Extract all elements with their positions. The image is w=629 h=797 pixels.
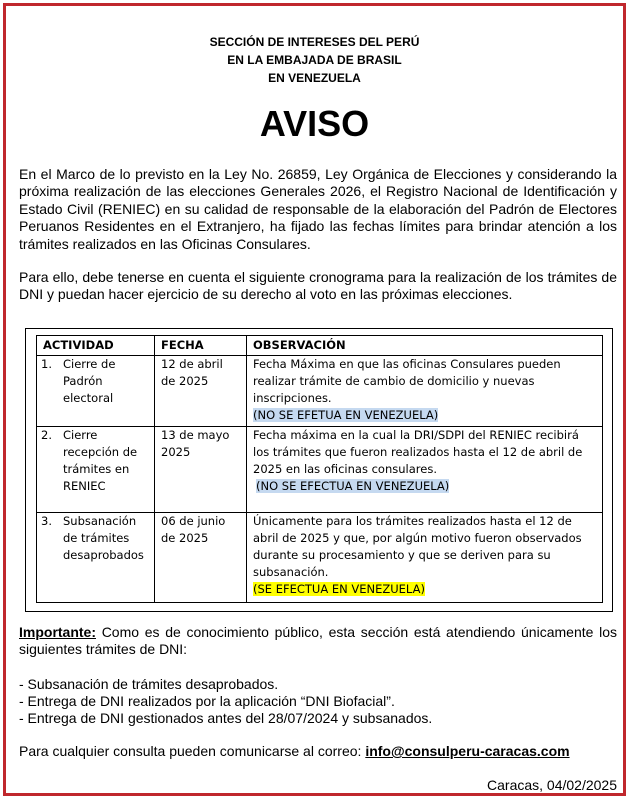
header-observation: OBSERVACIÓN <box>247 336 603 356</box>
schedule-table-frame <box>25 328 613 612</box>
activity-cell <box>37 356 155 427</box>
observation-cell <box>247 427 603 513</box>
contact-line <box>19 743 570 760</box>
header-line-3: EN VENEZUELA <box>268 71 361 85</box>
important-paragraph <box>19 624 617 659</box>
page-title: AVISO <box>259 103 370 144</box>
list-item: - Entrega de DNI gestionados antes del 28/07/2024 y subsanados. <box>19 710 433 726</box>
schedule-table <box>36 335 603 603</box>
activity-label: Cierre recepción de trámites en RENIEC <box>63 428 138 493</box>
activity-number: 1. <box>41 357 52 371</box>
date-cell: 06 de junio de 2025 <box>155 513 247 603</box>
header-date: FECHA <box>155 336 247 356</box>
intro-paragraph: En el Marco de lo previsto en la Ley No. 26859, Ley Orgánica de Elecciones y considerando la próxima realización de las elecciones Generales 2026, el Registro Nacional de Identificación y Estado Civil (RENIEC) en su calidad de responsable de la elaboración del Padrón de Electores Peruanos Residentes en el Extranjero, ha fijado las fechas límites para brindar atención a los trámites realizados en las Oficinas Consulares. <box>19 166 617 252</box>
list-item: - Entrega de DNI realizados por la aplicación “DNI Biofacial”. <box>19 693 395 709</box>
date-line: Caracas, 04/02/2025 <box>487 777 617 793</box>
header-line-1: SECCIÓN DE INTERESES DEL PERÚ <box>209 35 420 49</box>
important-text: Como es de conocimiento público, esta sección está atendiendo únicamente los siguientes trámites de DNI: <box>19 624 617 658</box>
date-cell: 12 de abril de 2025 <box>155 356 247 427</box>
observation-text: Fecha Máxima en que las oficinas Consulares pueden realizar trámite de cambio de domicilio y nuevas inscripciones. <box>253 357 561 405</box>
observation-text: Fecha máxima en la cual la DRI/SDPI del RENIEC recibirá los trámites que fueron realizados hasta el 12 de abril de 2025 en las oficinas consulares. <box>253 428 583 476</box>
activity-number: 2. <box>41 428 52 442</box>
list-item: - Subsanación de trámites desaprobados. <box>19 676 279 692</box>
important-label: Importante: <box>19 624 96 640</box>
date-cell: 13 de mayo 2025 <box>155 427 247 513</box>
observation-note: (NO SE EFETUA EN VENEZUELA) <box>253 408 439 422</box>
activity-cell <box>37 427 155 513</box>
table-header-row <box>37 336 603 356</box>
header-activity: ACTIVIDAD <box>37 336 155 356</box>
table-row <box>37 427 603 513</box>
header-line-2: EN LA EMBAJADA DE BRASIL <box>227 53 402 67</box>
table-row <box>37 356 603 427</box>
observation-note: (SE EFECTUA EN VENEZUELA) <box>253 582 425 596</box>
contact-text: Para cualquier consulta pueden comunicarse al correo: <box>19 743 366 759</box>
schedule-paragraph: Para ello, debe tenerse en cuenta el siguiente cronograma para la realización de los trámites de DNI y puedan hacer ejercicio de su derecho al voto en las próximas elecciones. <box>19 269 617 303</box>
contact-email-link[interactable]: info@consulperu-caracas.com <box>365 743 570 759</box>
notice-document <box>3 3 626 796</box>
observation-cell <box>247 513 603 603</box>
activity-number: 3. <box>41 514 52 528</box>
activity-label: Subsanación de trámites desaprobados <box>63 514 144 562</box>
activity-label: Cierre de Padrón electoral <box>63 357 116 405</box>
activity-cell <box>37 513 155 603</box>
table-row <box>37 513 603 603</box>
observation-cell <box>247 356 603 427</box>
observation-text: Únicamente para los trámites realizados hasta el 12 de abril de 2025 y que, por algún motivo fueron observados durante su procesamiento y que se deriven para su subsanación. <box>253 514 582 579</box>
observation-note: (NO SE EFECTUA EN VENEZUELA) <box>256 479 450 493</box>
